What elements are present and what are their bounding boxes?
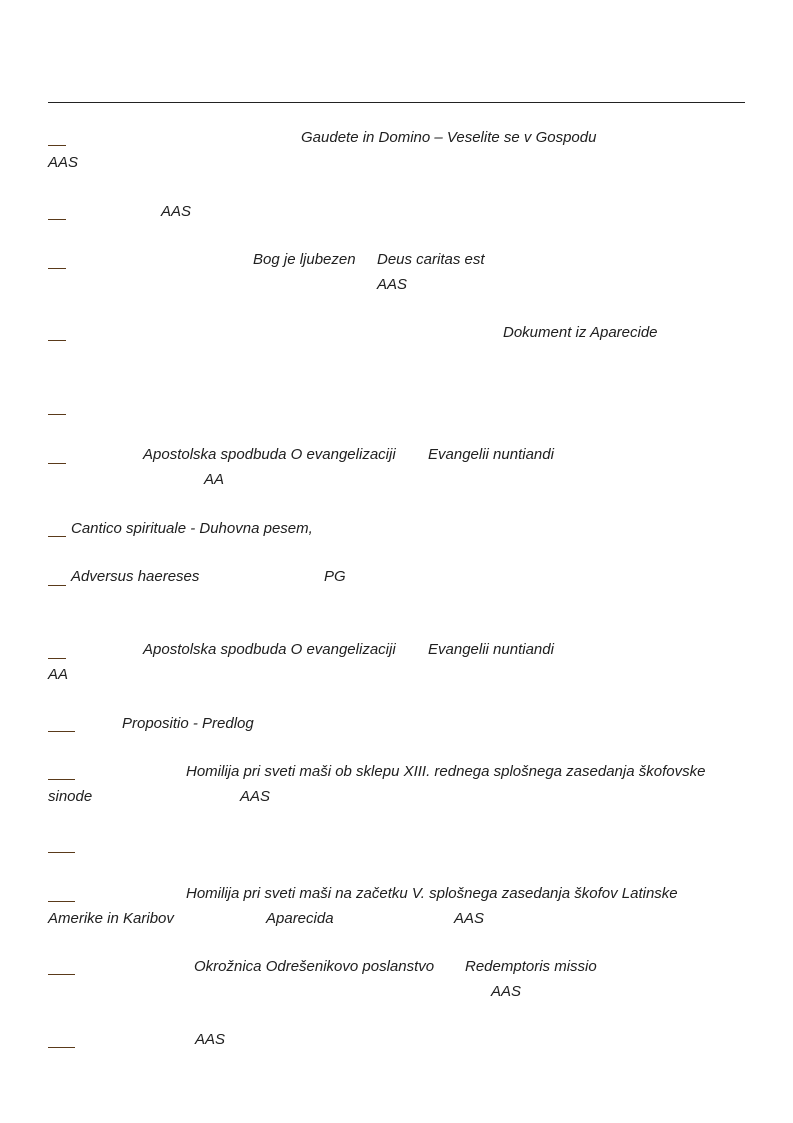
footnote-13-text: Homilija pri sveti maši na začetku V. splošnega zasedanja škofov Latinske <box>186 885 678 902</box>
footnote-marker-5 <box>48 414 66 415</box>
footnote-11-text-cont: sinode <box>48 788 93 805</box>
footnote-11-text: Homilija pri sveti maši ob sklepu XIII. rednega splošnega zasedanja škofovske <box>186 763 706 780</box>
footnote-marker-15 <box>48 1047 75 1048</box>
footnote-1-text: Gaudete in Domino – Veselite se v Gospodu <box>301 129 597 146</box>
footnote-3-title-la: Deus caritas est <box>377 251 485 268</box>
footnote-marker-4 <box>48 340 66 341</box>
footnote-marker-13 <box>48 901 75 902</box>
footnote-marker-3 <box>48 268 66 269</box>
footnote-marker-12 <box>48 852 75 853</box>
footnote-13-place: Aparecida <box>266 910 334 927</box>
footnote-10-text: Propositio - Predlog <box>122 715 254 732</box>
footnote-7-text: Cantico spirituale - Duhovna pesem, <box>71 520 313 537</box>
footnote-8-source: PG <box>324 568 346 585</box>
footnote-3-title-sl: Bog je ljubezen <box>253 251 356 268</box>
footnote-6-source: AA <box>204 471 225 488</box>
footnote-marker-11 <box>48 779 75 780</box>
footnote-marker-1 <box>48 145 66 146</box>
footnote-13-source: AAS <box>454 910 485 927</box>
footnote-marker-2 <box>48 219 66 220</box>
footnote-15-source: AAS <box>195 1031 226 1048</box>
footnote-3-source: AAS <box>377 276 408 293</box>
footnote-9-title-sl: Apostolska spodbuda O evangelizaciji <box>143 641 396 658</box>
footnote-marker-8 <box>48 585 66 586</box>
footnote-marker-7 <box>48 536 66 537</box>
footnote-marker-14 <box>48 974 75 975</box>
footnote-marker-6 <box>48 463 66 464</box>
footnote-separator-rule <box>48 102 745 103</box>
footnote-8-text: Adversus haereses <box>71 568 200 585</box>
footnote-14-title-sl: Okrožnica Odrešenikovo poslanstvo <box>194 958 435 975</box>
footnote-11-source: AAS <box>240 788 271 805</box>
footnote-2-source: AAS <box>161 203 192 220</box>
footnote-marker-9 <box>48 658 66 659</box>
footnote-6-title-la: Evangelii nuntiandi <box>428 446 554 463</box>
footnote-14-source: AAS <box>491 983 522 1000</box>
footnote-14-title-la: Redemptoris missio <box>465 958 597 975</box>
footnote-6-title-sl: Apostolska spodbuda O evangelizaciji <box>143 446 396 463</box>
footnote-9-title-la: Evangelii nuntiandi <box>428 641 554 658</box>
footnote-13-text-cont: Amerike in Karibov <box>48 910 174 927</box>
footnote-4-text: Dokument iz Aparecide <box>503 324 658 341</box>
footnote-1-source: AAS <box>48 154 79 171</box>
footnote-9-source: AA <box>48 666 69 683</box>
footnote-marker-10 <box>48 731 75 732</box>
